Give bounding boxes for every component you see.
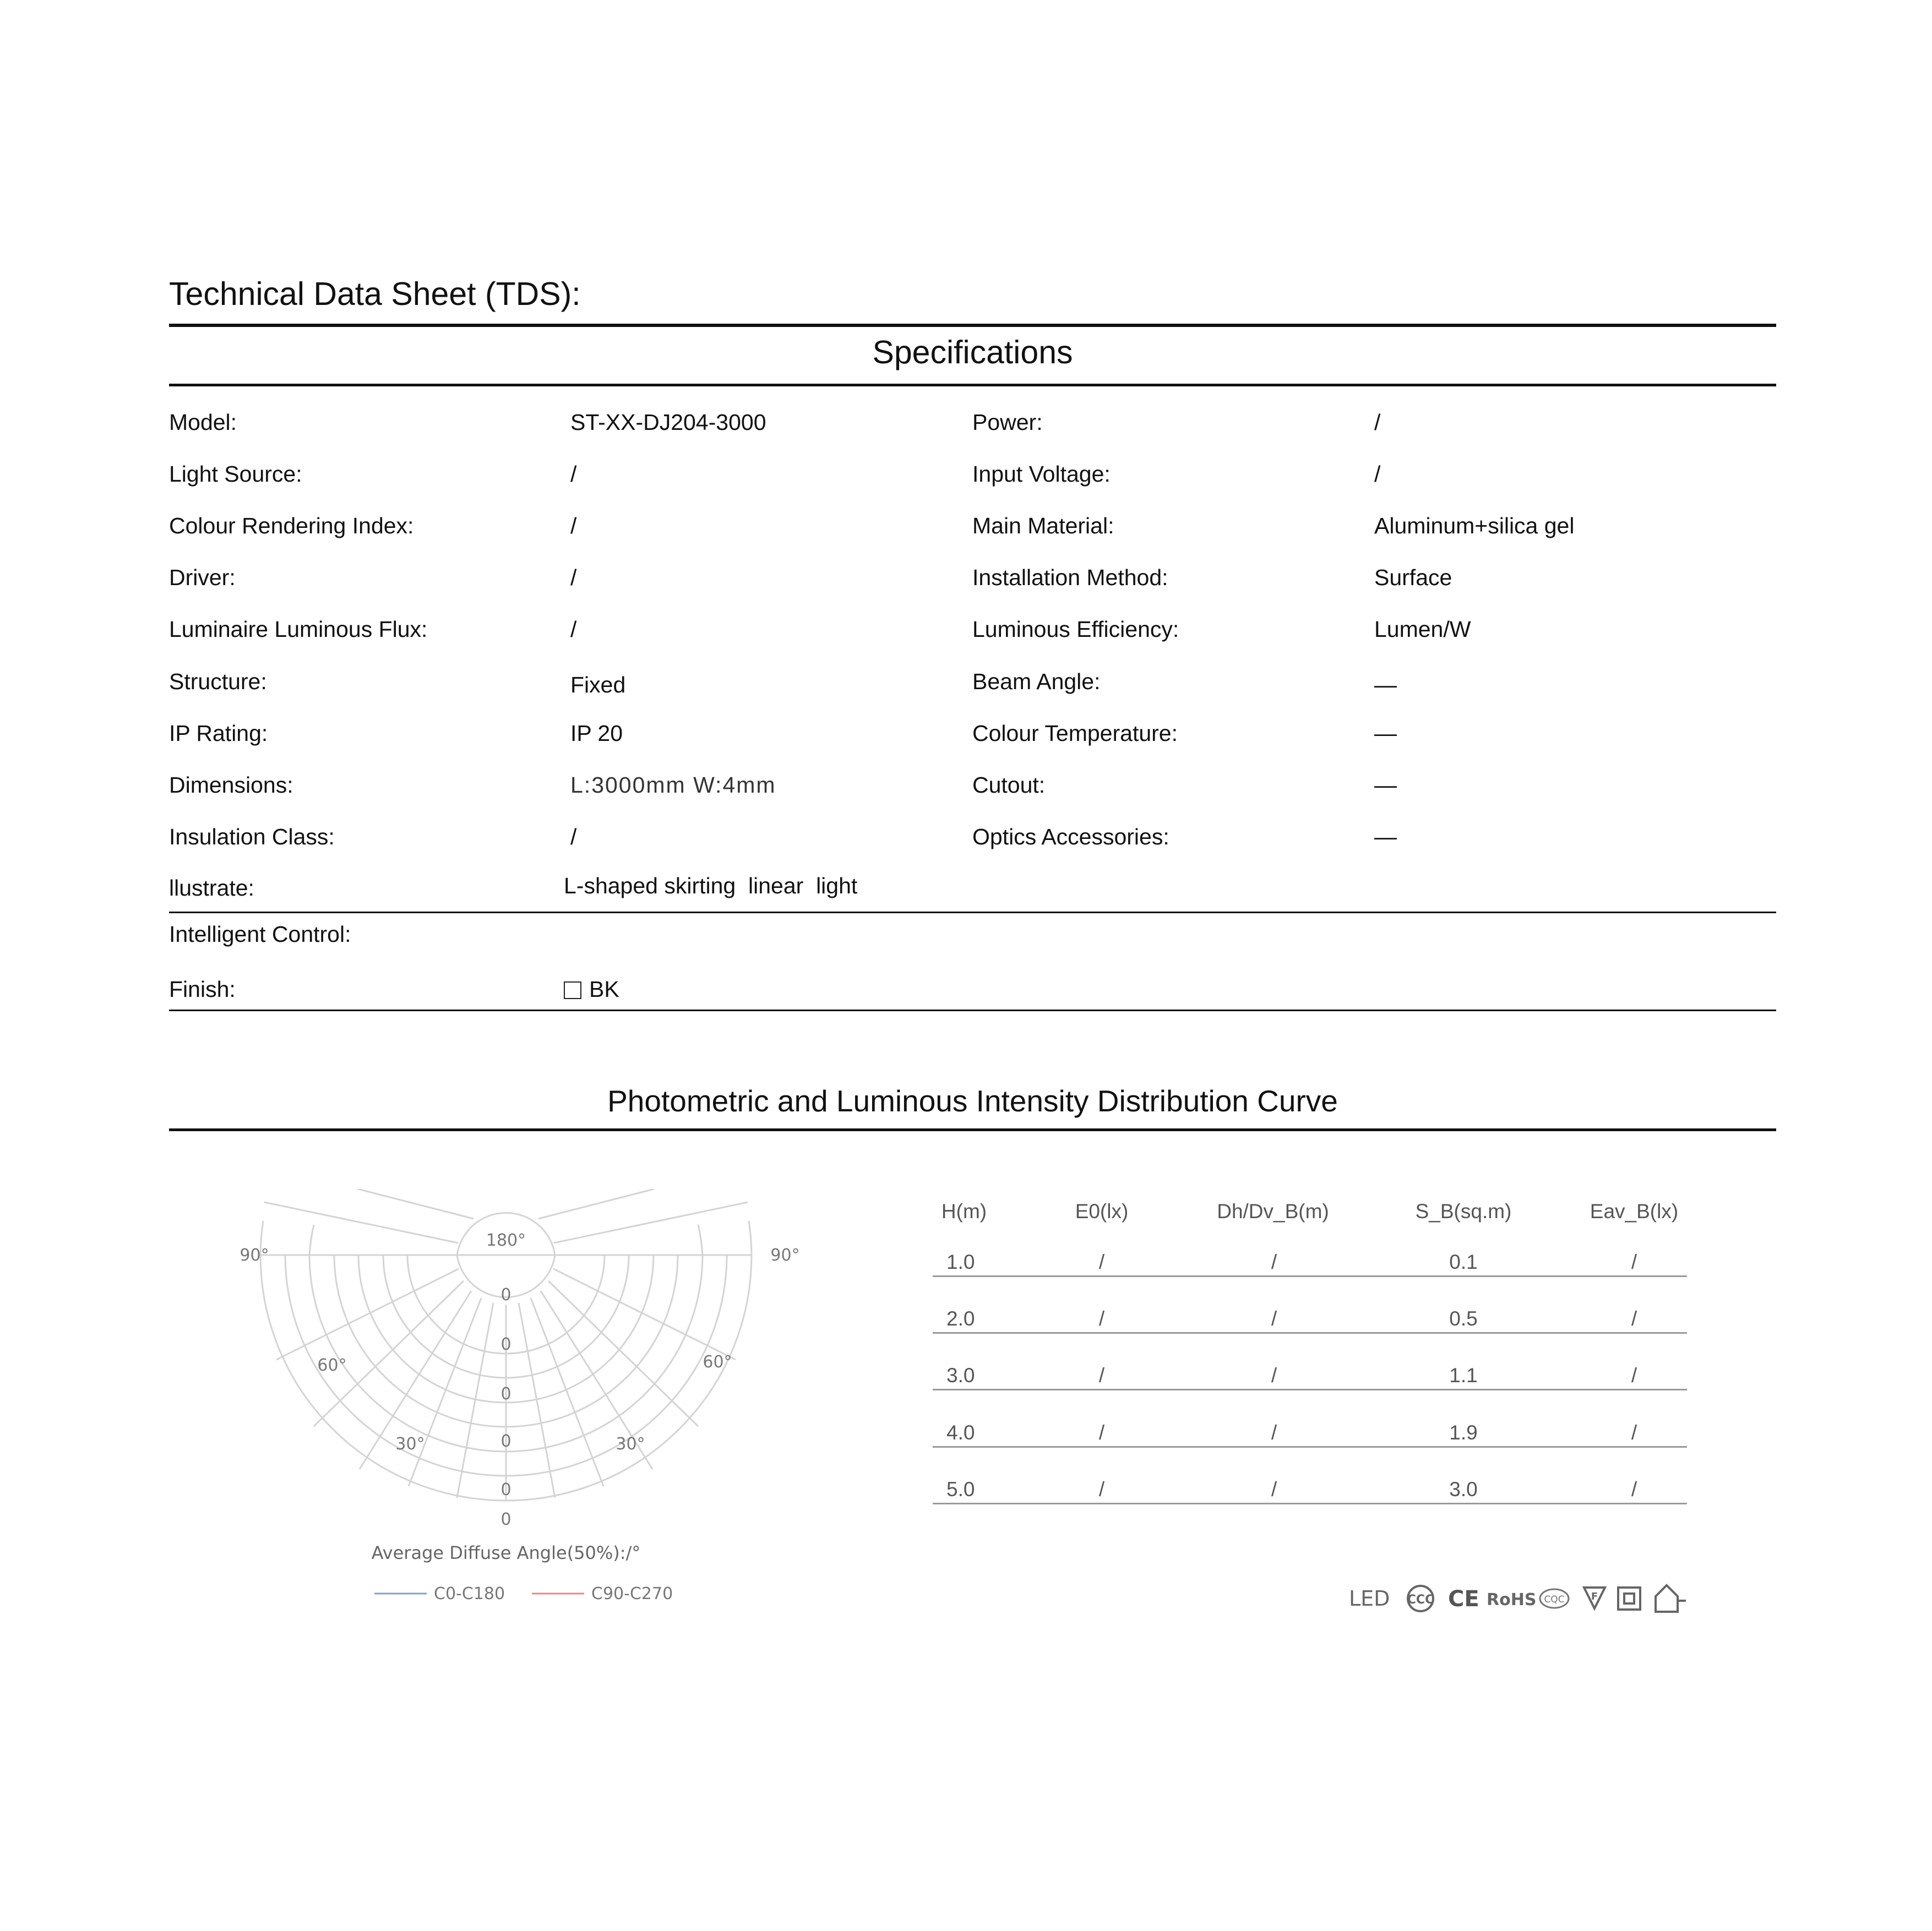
spec-label: Driver: xyxy=(169,565,236,590)
specifications-divider xyxy=(169,384,1776,386)
polar-caption: Average Diffuse Angle(50%):/° xyxy=(371,1542,641,1563)
polar-legend xyxy=(374,1584,673,1603)
polar-distribution-diagram xyxy=(220,1189,848,1618)
radial-value-label: 0 xyxy=(500,1510,511,1529)
photometric-divider xyxy=(169,1128,1776,1131)
polar-spoke xyxy=(264,1202,458,1243)
illustrate-divider xyxy=(169,912,1776,913)
spec-value: IP 20 xyxy=(570,721,623,746)
spec-label: Optics Accessories: xyxy=(972,824,1169,849)
spec-value: / xyxy=(570,565,577,590)
spec-value: / xyxy=(1374,410,1381,435)
table-cell: 0.1 xyxy=(1449,1251,1478,1273)
angle-label-180: 180° xyxy=(486,1231,526,1250)
polar-spoke xyxy=(553,1269,736,1360)
spec-label: Structure: xyxy=(169,669,267,694)
table-header: H(m) xyxy=(941,1200,987,1223)
table-row-divider xyxy=(933,1389,1687,1390)
table-cell: 1.1 xyxy=(1449,1364,1478,1387)
table-row-divider xyxy=(933,1332,1687,1334)
svg-text:F: F xyxy=(1591,1591,1598,1602)
table-cell: / xyxy=(1631,1478,1637,1501)
illustrate-label: llustrate: xyxy=(169,875,254,901)
angle-label-90-right: 90° xyxy=(770,1246,800,1265)
polar-ring-upper-left xyxy=(309,1225,314,1255)
table-cell: 5.0 xyxy=(946,1478,975,1501)
finish-label: Finish: xyxy=(169,977,236,1002)
spec-label: Beam Angle: xyxy=(972,669,1101,694)
intelligent-control-label: Intelligent Control: xyxy=(169,921,351,947)
polar-spoke xyxy=(457,1303,493,1498)
polar-ring-upper-right xyxy=(749,1221,752,1255)
legend-label-c0-c180: C0-C180 xyxy=(434,1584,505,1603)
angle-label-60-left: 60° xyxy=(317,1356,347,1375)
table-cell: 1.0 xyxy=(946,1251,975,1273)
polar-spoke xyxy=(538,1189,654,1219)
spec-label: Light Source: xyxy=(169,461,302,487)
table-cell: / xyxy=(1271,1421,1277,1444)
spec-label: Model: xyxy=(169,410,237,435)
legend-label-c90-c270: C90-C270 xyxy=(591,1584,673,1603)
polar-spoke xyxy=(519,1303,555,1498)
spec-value: ST-XX-DJ204-3000 xyxy=(570,410,766,435)
spec-value: / xyxy=(570,824,577,849)
table-cell: / xyxy=(1631,1307,1637,1330)
svg-text:CCC: CCC xyxy=(1407,1593,1434,1607)
spec-value: / xyxy=(570,461,577,487)
table-cell: / xyxy=(1098,1364,1105,1387)
spec-value: Surface xyxy=(1374,565,1452,590)
spec-value: / xyxy=(1374,461,1381,487)
finish-checkbox[interactable] xyxy=(564,981,581,999)
spec-label: Input Voltage: xyxy=(972,461,1111,487)
table-cell: 2.0 xyxy=(946,1307,975,1330)
angle-label-30-right: 30° xyxy=(616,1434,645,1454)
table-header: Dh/Dv_B(m) xyxy=(1217,1200,1329,1223)
spec-label: Main Material: xyxy=(972,513,1114,538)
spec-value: — xyxy=(1374,772,1397,798)
table-cell: / xyxy=(1631,1364,1637,1387)
illustrate-value: L-shaped skirting linear light xyxy=(564,873,858,898)
angle-label-60-right: 60° xyxy=(703,1352,732,1372)
polar-spoke xyxy=(276,1269,459,1360)
table-row-divider xyxy=(933,1503,1687,1504)
spec-value: Fixed xyxy=(570,672,626,697)
polar-spoke xyxy=(531,1298,603,1486)
table-cell: / xyxy=(1098,1307,1105,1330)
table-cell: / xyxy=(1631,1251,1637,1273)
table-header: Eav_B(lx) xyxy=(1590,1200,1679,1223)
table-cell: 0.5 xyxy=(1449,1307,1478,1330)
polar-ring-upper-right xyxy=(698,1225,703,1255)
angle-label-30-left: 30° xyxy=(395,1434,425,1454)
table-header: S_B(sq.m) xyxy=(1415,1200,1512,1223)
title-divider xyxy=(169,324,1776,327)
table-cell: / xyxy=(1271,1307,1277,1330)
spec-value: — xyxy=(1374,721,1397,746)
ce-mark: CE xyxy=(1448,1586,1479,1612)
table-cell: 3.0 xyxy=(946,1364,975,1387)
radial-value-label: 0 xyxy=(500,1384,511,1404)
polar-spoke xyxy=(358,1189,474,1219)
spec-label: Dimensions: xyxy=(169,772,293,798)
polar-spoke xyxy=(409,1298,481,1486)
table-cell: 3.0 xyxy=(1449,1478,1478,1501)
table-cell: 1.9 xyxy=(1449,1421,1478,1444)
spec-value: — xyxy=(1374,824,1397,849)
table-cell: / xyxy=(1098,1421,1105,1444)
finish-option-label: BK xyxy=(589,977,619,1002)
ccc-icon xyxy=(1407,1586,1434,1611)
spec-value: / xyxy=(570,513,577,538)
table-cell: 4.0 xyxy=(946,1421,975,1444)
spec-label: Power: xyxy=(972,410,1043,435)
radial-value-label: 0 xyxy=(500,1432,511,1451)
radial-value-label: 0 xyxy=(500,1335,511,1354)
page-title: Technical Data Sheet (TDS): xyxy=(169,276,581,312)
polar-labels xyxy=(240,1231,799,1563)
spec-label: Installation Method: xyxy=(972,565,1168,590)
spec-value: L:3000mm W:4mm xyxy=(570,772,776,798)
spec-value: — xyxy=(1374,672,1397,697)
angle-label-90-left: 90° xyxy=(240,1246,269,1265)
cqc-icon xyxy=(1540,1589,1569,1608)
photometric-heading: Photometric and Luminous Intensity Distribution Curve xyxy=(607,1084,1338,1118)
double-insulation-icon xyxy=(1618,1588,1640,1610)
house-plug-icon xyxy=(1656,1585,1686,1612)
specifications-heading: Specifications xyxy=(872,334,1073,370)
table-cell: / xyxy=(1631,1421,1637,1444)
table-cell: / xyxy=(1098,1251,1105,1273)
finish-divider xyxy=(169,1010,1776,1011)
table-row-divider xyxy=(933,1275,1687,1277)
spec-value: Lumen/W xyxy=(1374,617,1471,642)
spec-value: Aluminum+silica gel xyxy=(1374,513,1575,538)
svg-text:CQC: CQC xyxy=(1544,1594,1565,1605)
spec-label: Colour Rendering Index: xyxy=(169,513,414,538)
led-mark: LED xyxy=(1349,1586,1390,1611)
spec-label: Luminous Efficiency: xyxy=(972,617,1179,642)
spec-label: Colour Temperature: xyxy=(972,721,1178,746)
radial-value-label: 0 xyxy=(500,1285,511,1305)
flame-triangle-icon xyxy=(1584,1588,1605,1608)
spec-label: IP Rating: xyxy=(169,721,268,746)
table-header: E0(lx) xyxy=(1075,1200,1129,1223)
spec-label: Luminaire Luminous Flux: xyxy=(169,617,428,642)
table-cell: / xyxy=(1098,1478,1105,1501)
rohs-mark: RoHS xyxy=(1487,1590,1537,1610)
table-row-divider xyxy=(933,1446,1687,1448)
radial-value-label: 0 xyxy=(500,1480,511,1499)
spec-label: Insulation Class: xyxy=(169,824,335,849)
spec-value: / xyxy=(570,617,577,642)
table-cell: / xyxy=(1271,1478,1277,1501)
table-cell: / xyxy=(1271,1251,1277,1273)
spec-label: Cutout: xyxy=(972,772,1046,798)
table-cell: / xyxy=(1271,1364,1277,1387)
polar-spoke xyxy=(554,1202,748,1243)
certification-marks xyxy=(1349,1580,1690,1618)
finish-option[interactable] xyxy=(564,977,619,1002)
